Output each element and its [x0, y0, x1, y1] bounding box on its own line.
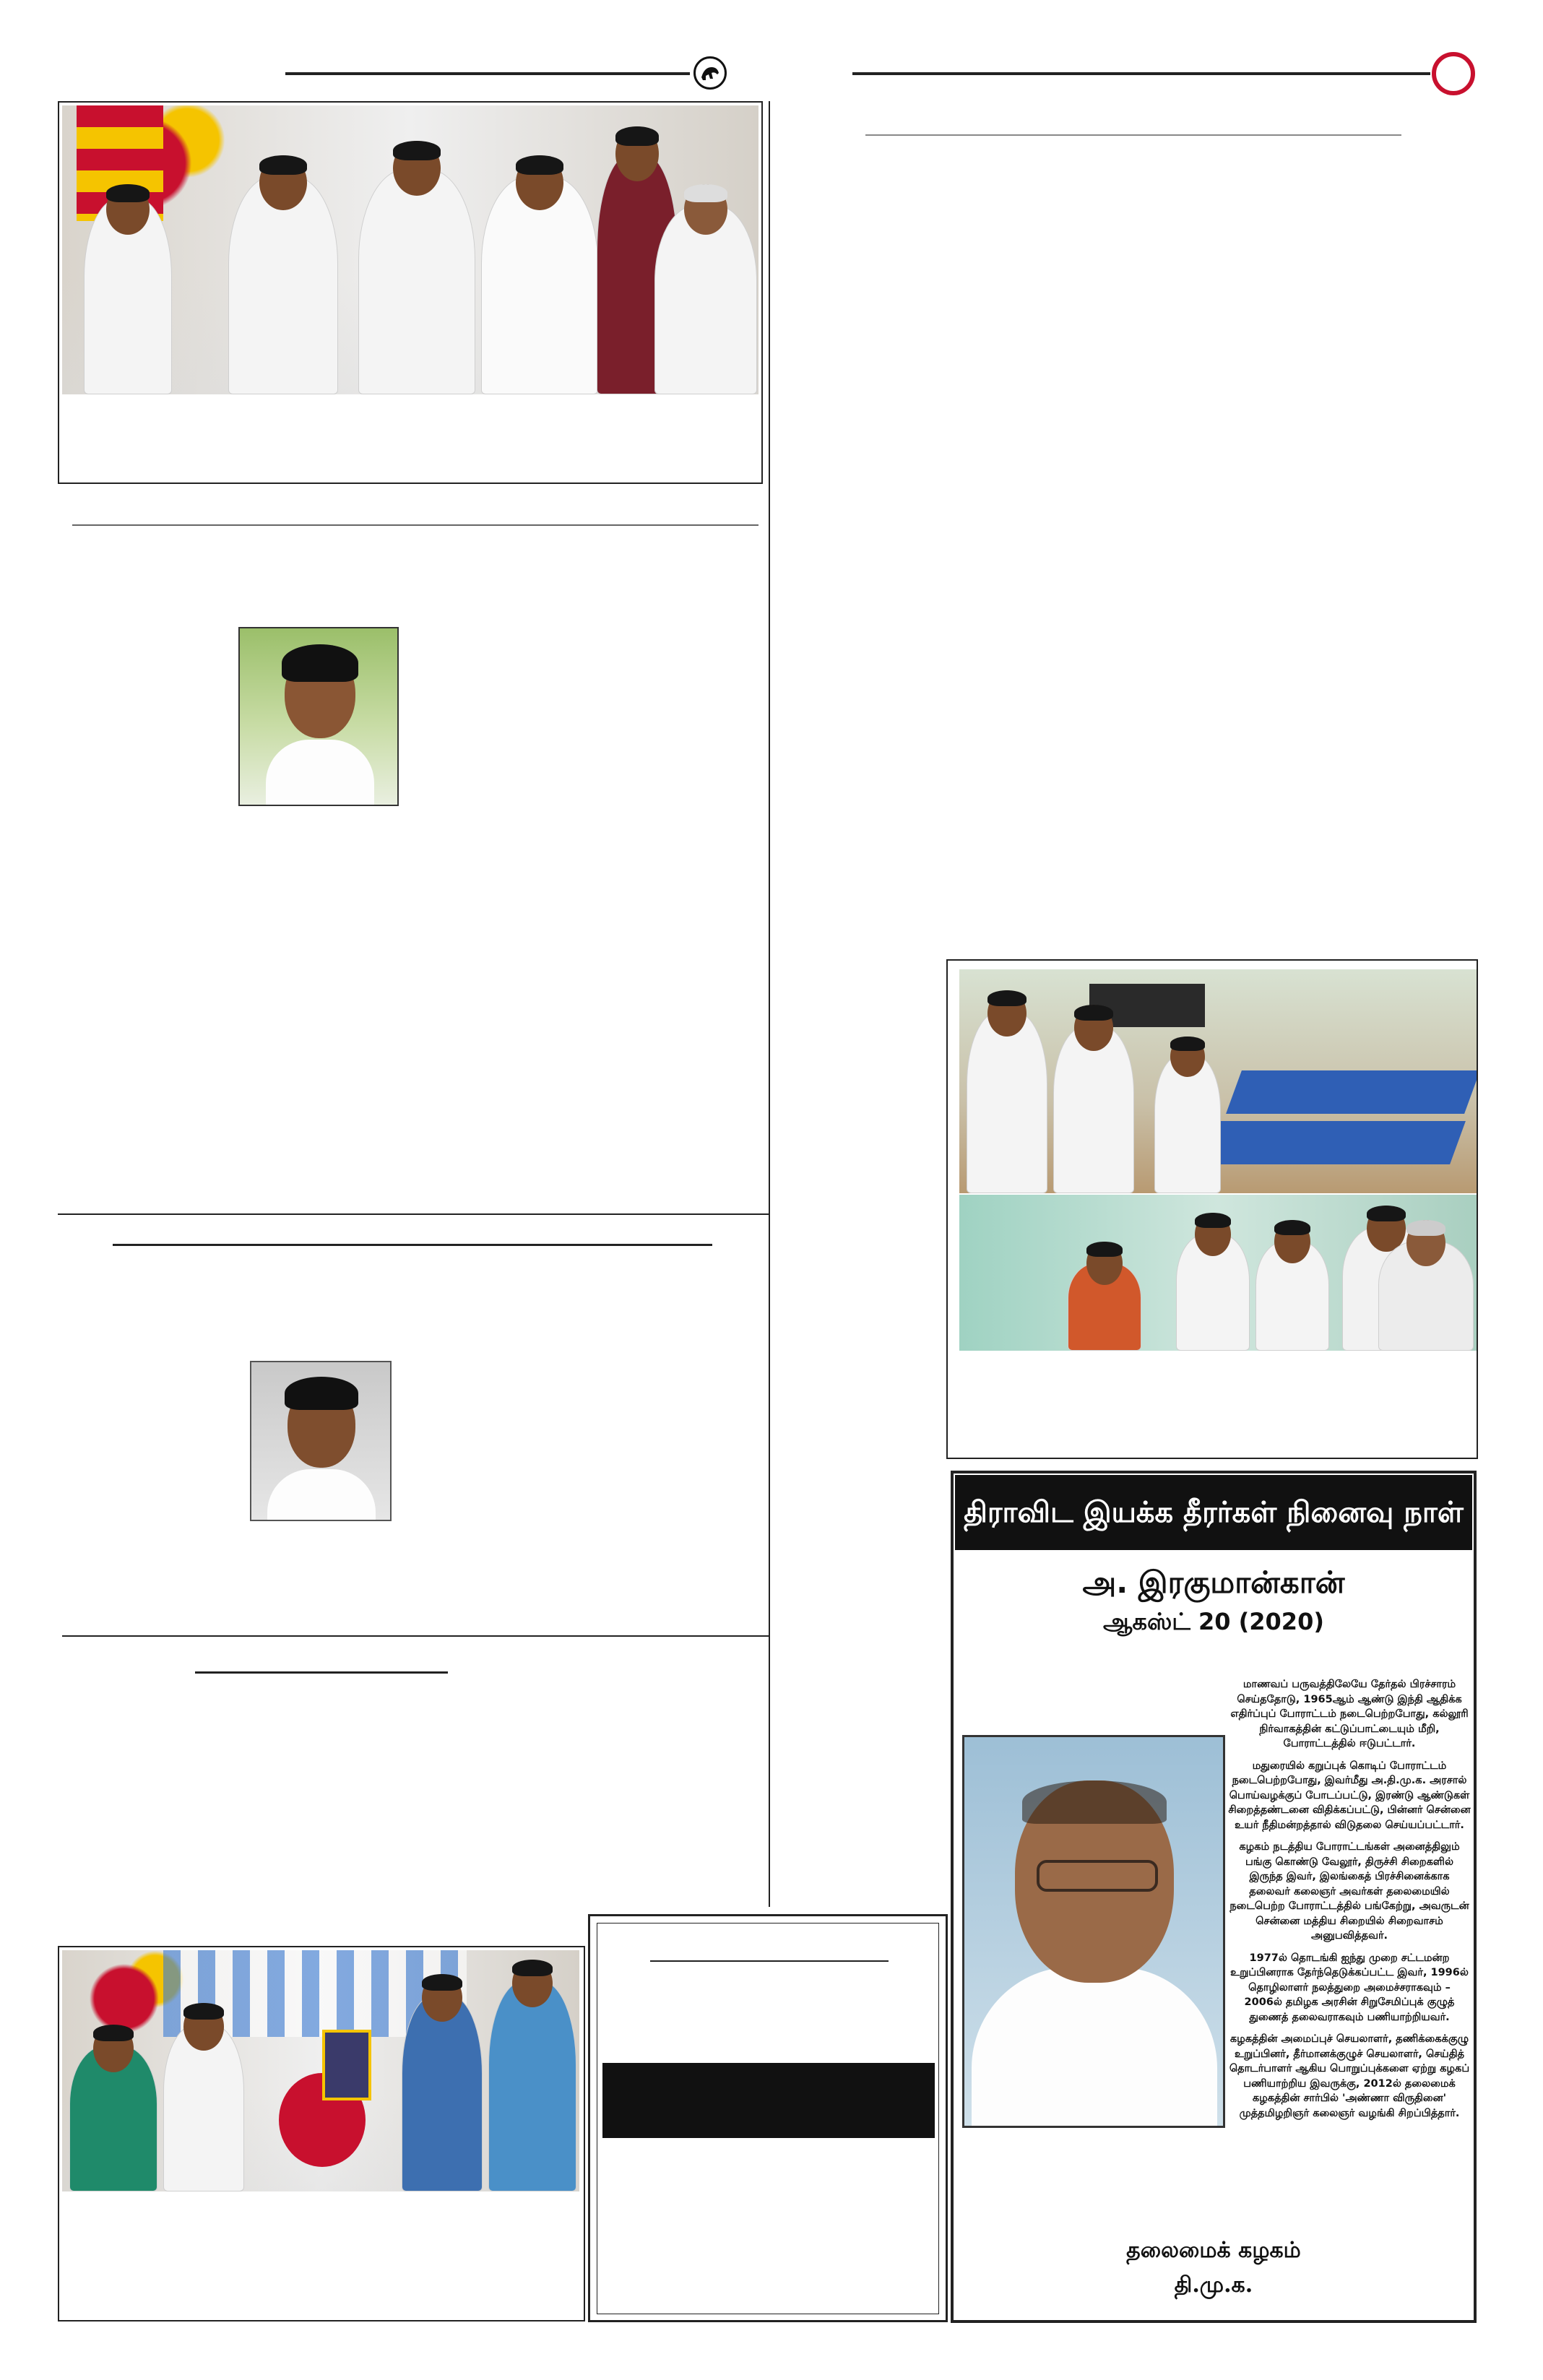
portrait-photo-1	[238, 627, 399, 806]
photo-meeting-residents	[959, 1195, 1477, 1351]
right-subrule	[865, 134, 1401, 136]
memorial-signature-line-1: தலைமைக் கழகம்	[1126, 2238, 1301, 2263]
article-rule-2	[113, 1244, 712, 1246]
photo-classroom-inspection	[959, 969, 1477, 1193]
party-emblem-icon	[693, 56, 727, 90]
photo-officials-handing-document	[62, 105, 758, 394]
article-rule-3	[195, 1671, 448, 1674]
memorial-date: ஆகஸ்ட் 20 (2020)	[1103, 1608, 1324, 1635]
memorial-banner	[955, 1475, 1472, 1550]
memorial-bio-para-5: கழகத்தின் அமைப்புச் செயலாளர், தணிக்கைக்குழு உறுப்பினர், தீர்மானக்குழுச் செயலாளர், செய்தித் தொடர்பாளர் ஆகிய பொறுப்புக்களை ஏற்று கழகப் பணியாற்றிய இவருக்கு, 2012ல் தலைமைக் கழகத்தின் சார்பில் 'அண்ணா விருதினை' முத்தமிழறிஞர் கலைஞர் வழங்கி சிறப்பித்தார்.	[1229, 2033, 1470, 2119]
article-rule-1	[72, 524, 758, 526]
header-rule-left	[285, 72, 690, 75]
header-rule-right	[852, 72, 1430, 75]
memorial-portrait	[962, 1735, 1225, 2128]
memorial-name: அ. இரகுமான்கான்	[1082, 1565, 1345, 1600]
memorial-bio-para-1: மாணவப் பருவத்திலேயே தேர்தல் பிரச்சாரம் செய்ததோடு, 1965ஆம் ஆண்டு இந்தி ஆதிக்க எதிர்ப்புப் போராட்டம் நடைபெற்றபோது, கல்லூரி நிர்வாகத்தின் கட்டுப்பாட்டையும் மீறி, போராட்டத்தில் ஈடுபட்டார்.	[1230, 1679, 1469, 1749]
photo-floral-tribute	[62, 1950, 579, 2191]
portrait-photo-2	[250, 1361, 392, 1521]
memorial-signature-line-2: தி.மு.க.	[1174, 2272, 1253, 2298]
section-divider-2	[62, 1635, 769, 1637]
memorial-bio	[1228, 1677, 1471, 2128]
memorial-bio-para-4: 1977ல் தொடங்கி ஐந்து முறை சட்டமன்ற உறுப்பினராக தேர்ந்தெடுக்கப்பட்ட இவர், 1996ல் தொழிலாளர் நலத்துறை அமைச்சராகவும் – 2006ல் தமிழக அரசின் சிறுசேமிப்புக் குழுத் துணைத் தலைவராகவும் பணியாற்றியவர்.	[1230, 1952, 1469, 2023]
column-divider	[769, 101, 770, 1907]
notice-rule	[650, 1960, 889, 1962]
notice-black-band	[602, 2063, 935, 2138]
section-divider-1	[58, 1213, 769, 1215]
memorial-bio-para-3: கழகம் நடத்திய போராட்டங்கள் அனைத்திலும் பங்கு கொண்டு வேலூர், திருச்சி சிறைகளில் இருந்த இவர், இலங்கைத் பிரச்சினைக்காக தலைவர் கலைஞர் அவர்கள் தலைமையில் நடைபெற்ற போராட்டத்தில் பங்கேற்று, அவருடன் சென்னை மத்திய சிறையில் சிறைவாசம் அனுபவித்தவர்.	[1229, 1841, 1469, 1942]
page-number-circle-icon	[1432, 52, 1475, 95]
memorial-banner-title: திராவிட இயக்க தீரர்கள் நினைவு நாள்	[964, 1495, 1464, 1529]
memorial-bio-para-2: மதுரையில் கறுப்புக் கொடிப் போராட்டம் நடைபெற்றபோது, இவர்மீது அ.தி.மு.க. அரசால் பொய்வழக்குப் போடப்பட்டு, இரண்டு ஆண்டுகள் சிறைத்தண்டனை விதிக்கப்பட்டு, பின்னர் சென்னை உயர் நீதிமன்றத்தால் விடுதலை செய்யப்பட்டார்.	[1228, 1760, 1471, 1831]
